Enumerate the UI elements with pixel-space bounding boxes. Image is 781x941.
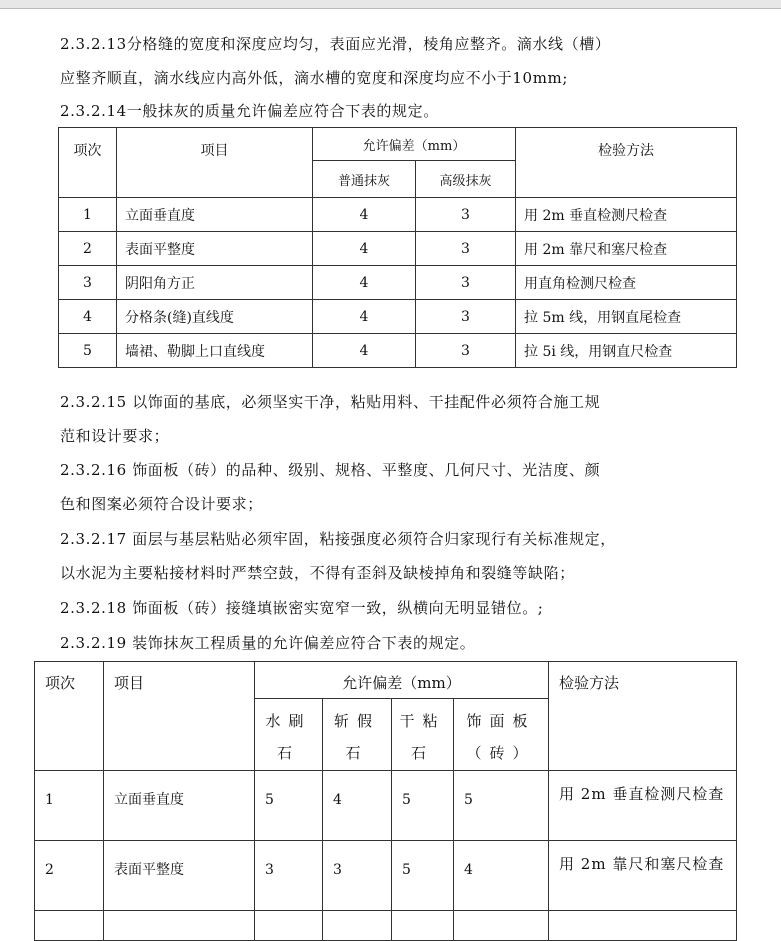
cell-item: 墙裙、勒脚上口直线度 <box>117 334 313 368</box>
cell-method: 用直角检测尺检查 <box>516 266 737 300</box>
cell-no: 1 <box>59 198 117 232</box>
header-item: 项目 <box>117 128 313 198</box>
cell-method: 用 2m 靠尺和塞尺检查 <box>549 841 737 911</box>
cell-dry-stick-stone: 5 <box>392 771 454 841</box>
table-row <box>59 232 737 266</box>
cell-advanced: 3 <box>416 266 516 300</box>
paragraph-2-3-2-18: 2.3.2.18 饰面板（砖）接缝填嵌密实宽窄一致，纵横向无明显错位。; <box>60 599 544 617</box>
cell-method: 用 2m 垂直检测尺检查 <box>516 198 737 232</box>
cell-normal: 4 <box>313 232 416 266</box>
table-row <box>35 841 737 911</box>
table-row <box>59 300 737 334</box>
decorative-plaster-tolerance-table <box>34 661 737 941</box>
cell-no: 2 <box>35 841 104 911</box>
cell-chiseled-stone: 3 <box>323 841 392 911</box>
cell-method: 拉 5i 线，用钢直尺检查 <box>516 334 737 368</box>
header-item-no: 项次 <box>35 662 104 771</box>
cell-facing-board: 5 <box>454 771 549 841</box>
cell-item: 阴阳角方正 <box>117 266 313 300</box>
paragraph-2-3-2-17-line1: 2.3.2.17 面层与基层粘贴必须牢固，粘接强度必须符合归家现行有关标准规定， <box>60 530 616 548</box>
cell-normal: 4 <box>313 198 416 232</box>
cell-no: 5 <box>59 334 117 368</box>
cell-washed-stone: 5 <box>255 771 323 841</box>
cell-no: 4 <box>59 300 117 334</box>
header-method: 检验方法 <box>549 662 737 771</box>
cell-advanced: 3 <box>416 198 516 232</box>
cell-advanced: 3 <box>416 232 516 266</box>
cell-normal: 4 <box>313 300 416 334</box>
cell-method: 用 2m 垂直检测尺检查 <box>549 771 737 841</box>
cell-item: 分格条(缝)直线度 <box>117 300 313 334</box>
paragraph-2-3-2-13-line1: 2.3.2.13分格缝的宽度和深度应均匀，表面应光滑，棱角应整齐。滴水线（槽） <box>60 35 611 53</box>
header-tolerance: 允许偏差（mm） <box>313 128 516 161</box>
cell-item: 立面垂直度 <box>104 771 255 841</box>
paragraph-2-3-2-19: 2.3.2.19 装饰抹灰工程质量的允许偏差应符合下表的规定。 <box>60 634 476 652</box>
cell-chiseled-stone: 4 <box>323 771 392 841</box>
header-chiseled-stone: 斩假石 <box>323 699 392 771</box>
cell-normal: 4 <box>313 266 416 300</box>
cell-washed-stone: 3 <box>255 841 323 911</box>
table-row <box>59 266 737 300</box>
table-row <box>59 334 737 368</box>
header-washed-stone: 水刷石 <box>255 699 323 771</box>
cell-facing-board: 4 <box>454 841 549 911</box>
header-method: 检验方法 <box>516 128 737 198</box>
cell-method: 用 2m 靠尺和塞尺检查 <box>516 232 737 266</box>
cell-no: 2 <box>59 232 117 266</box>
top-bar <box>0 0 781 9</box>
header-item: 项目 <box>104 662 255 771</box>
cell-dry-stick-stone: 5 <box>392 841 454 911</box>
general-plaster-tolerance-table <box>58 127 737 368</box>
table-row <box>35 771 737 841</box>
header-dry-stick-stone: 干粘石 <box>392 699 454 771</box>
cell-advanced: 3 <box>416 300 516 334</box>
cell-no: 1 <box>35 771 104 841</box>
header-tolerance: 允许偏差（mm） <box>255 662 549 699</box>
cell-normal: 4 <box>313 334 416 368</box>
paragraph-2-3-2-13-line2: 应整齐顺直，滴水线应内高外低，滴水槽的宽度和深度均应不小于10mm; <box>60 69 568 87</box>
cell-item: 表面平整度 <box>117 232 313 266</box>
cell-advanced: 3 <box>416 334 516 368</box>
table-row-partial <box>35 911 737 941</box>
header-item-no: 项次 <box>59 128 117 198</box>
cell-item: 立面垂直度 <box>117 198 313 232</box>
paragraph-2-3-2-16-line2: 色和图案必须符合设计要求； <box>60 495 263 513</box>
cell-method: 拉 5m 线，用钢直尾检查 <box>516 300 737 334</box>
table-row <box>59 198 737 232</box>
paragraph-2-3-2-15-line1: 2.3.2.15 以饰面的基底，必须坚实干净，粘贴用料、干挂配件必须符合施工规 <box>60 393 601 411</box>
paragraph-2-3-2-15-line2: 范和设计要求； <box>60 427 170 445</box>
cell-item: 表面平整度 <box>104 841 255 911</box>
header-facing-board: 饰面板（砖） <box>454 699 549 771</box>
cell-no: 3 <box>59 266 117 300</box>
paragraph-2-3-2-17-line2: 以水泥为主要粘接材料时严禁空鼓，不得有歪斜及缺棱掉角和裂缝等缺陷； <box>60 564 575 582</box>
header-advanced: 高级抹灰 <box>416 161 516 198</box>
paragraph-2-3-2-14: 2.3.2.14一般抹灰的质量允许偏差应符合下表的规定。 <box>60 102 439 120</box>
paragraph-2-3-2-16-line1: 2.3.2.16 饰面板（砖）的品种、级别、规格、平整度、几何尺寸、光洁度、颜 <box>60 461 601 479</box>
header-normal: 普通抹灰 <box>313 161 416 198</box>
